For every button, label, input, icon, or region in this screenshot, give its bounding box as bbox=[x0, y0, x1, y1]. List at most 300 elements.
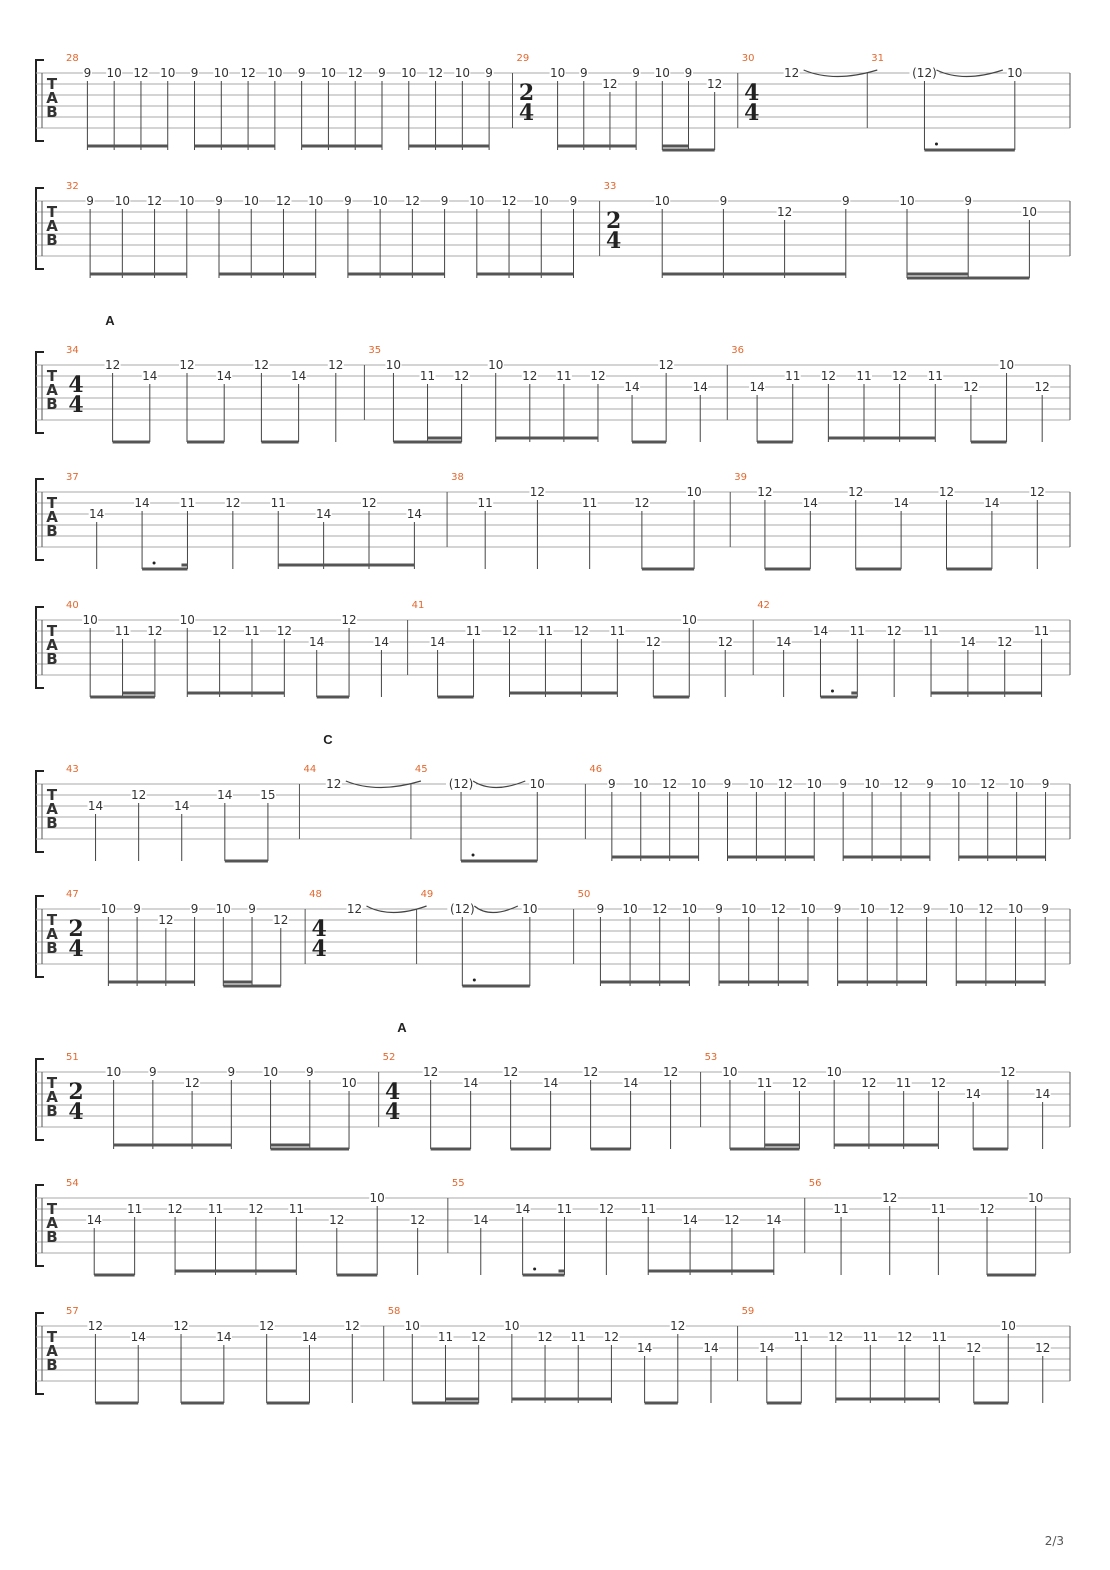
measure-number: 57 bbox=[66, 1306, 79, 1317]
time-signature-top: 4 bbox=[384, 1079, 401, 1105]
fret-number: 12 bbox=[248, 1202, 264, 1216]
fret-number: 9 bbox=[305, 1065, 314, 1079]
fret-number: 9 bbox=[1041, 902, 1049, 916]
fret-number: 12 bbox=[471, 1330, 487, 1344]
fret-number: 11 bbox=[465, 624, 482, 638]
fret-number: 10 bbox=[1000, 1319, 1016, 1333]
fret-number: 12 bbox=[724, 1213, 740, 1227]
fret-number: 12 bbox=[717, 635, 733, 649]
fret-number: 12 bbox=[409, 1213, 426, 1227]
measure-number: 32 bbox=[66, 181, 79, 192]
fret-number: 14 bbox=[462, 1076, 479, 1090]
measure bbox=[66, 889, 305, 986]
measure-number: 46 bbox=[589, 764, 603, 775]
tab-clef-letter: A bbox=[46, 800, 58, 818]
fret-number: 11 bbox=[927, 369, 943, 383]
fret-number: 10 bbox=[549, 66, 566, 80]
fret-number: 12 bbox=[757, 485, 773, 499]
measure-number: 39 bbox=[734, 472, 747, 483]
fret-number: 11 bbox=[114, 624, 131, 638]
fret-number: 12 bbox=[776, 205, 793, 219]
time-signature-bottom: 4 bbox=[744, 100, 760, 126]
fret-number: 12 bbox=[658, 358, 674, 372]
fret-number: 9 bbox=[378, 66, 386, 80]
fret-number: 9 bbox=[833, 902, 842, 916]
fret-number: 12 bbox=[427, 66, 444, 80]
time-signature-bottom: 4 bbox=[68, 936, 84, 962]
fret-number: 10 bbox=[100, 902, 117, 916]
fret-number: 12 bbox=[328, 358, 344, 372]
tab-system bbox=[36, 1020, 1070, 1149]
fret-number: 11 bbox=[270, 496, 286, 510]
fret-number: 12 bbox=[173, 1319, 189, 1333]
fret-number: 14 bbox=[960, 635, 976, 649]
fret-number: 9 bbox=[569, 194, 578, 208]
fret-number: 11 bbox=[537, 624, 554, 638]
fret-number: 12 bbox=[938, 485, 955, 499]
fret-number: 11 bbox=[1033, 624, 1050, 638]
fret-number: 10 bbox=[899, 194, 915, 208]
fret-number: 12 bbox=[1035, 1341, 1051, 1355]
fret-number: 12 bbox=[158, 913, 174, 927]
fret-number: 11 bbox=[556, 369, 572, 383]
fret-number: 12 bbox=[501, 194, 517, 208]
fret-number: 14 bbox=[622, 1076, 639, 1090]
fret-number: 11 bbox=[849, 624, 865, 638]
fret-number: 14 bbox=[542, 1076, 559, 1090]
fret-number: 12 bbox=[211, 624, 228, 638]
measure-number: 52 bbox=[382, 1052, 396, 1063]
measure bbox=[517, 53, 738, 150]
fret-number: 12 bbox=[404, 194, 421, 208]
fret-number: 10 bbox=[748, 777, 765, 791]
measure bbox=[578, 889, 1050, 986]
fret-number: 9 bbox=[86, 194, 94, 208]
fret-number: 11 bbox=[437, 1330, 454, 1344]
tab-clef-letter: B bbox=[46, 522, 58, 540]
time-signature-top: 4 bbox=[68, 372, 84, 398]
measure bbox=[757, 600, 1049, 697]
fret-number: 10 bbox=[948, 902, 964, 916]
measure bbox=[388, 1306, 738, 1403]
measure bbox=[734, 472, 1045, 569]
measure-number: 58 bbox=[387, 1306, 401, 1317]
fret-number: 9 bbox=[596, 902, 605, 916]
fret-number: 11 bbox=[757, 1076, 773, 1090]
tab-clef-letter: B bbox=[46, 231, 58, 249]
tab-clef-letter: A bbox=[46, 217, 58, 235]
fret-number: 14 bbox=[174, 799, 190, 813]
fret-number: 12 bbox=[886, 624, 902, 638]
fret-number: 11 bbox=[793, 1330, 809, 1344]
fret-number: 12 bbox=[777, 777, 793, 791]
time-signature-bottom: 4 bbox=[605, 228, 622, 254]
fret-number: 12 bbox=[344, 1319, 360, 1333]
measure bbox=[66, 1178, 448, 1275]
fret-number: 11 bbox=[419, 369, 436, 383]
measure bbox=[742, 1306, 1051, 1403]
fret-number: (12) bbox=[450, 902, 475, 916]
fret-number: 11 bbox=[609, 624, 625, 638]
fret-number: 10 bbox=[469, 194, 485, 208]
measure-number: 42 bbox=[757, 600, 770, 611]
fret-number: 12 bbox=[253, 358, 270, 372]
fret-number: 9 bbox=[719, 194, 728, 208]
measure bbox=[809, 1178, 1044, 1275]
measure-number: 33 bbox=[603, 181, 617, 192]
fret-number: 12 bbox=[602, 77, 618, 91]
tab-clef-letter: T bbox=[46, 367, 58, 385]
fret-number: 10 bbox=[106, 66, 122, 80]
fret-number: 12 bbox=[770, 902, 786, 916]
tab-clef-letter: T bbox=[46, 203, 58, 221]
tab-system bbox=[36, 181, 1070, 278]
fret-number: 12 bbox=[347, 66, 363, 80]
system-bracket bbox=[36, 607, 44, 688]
fret-number: 14 bbox=[142, 369, 158, 383]
fret-number: 12 bbox=[361, 496, 377, 510]
fret-number: 12 bbox=[645, 635, 661, 649]
fret-number: 10 bbox=[160, 66, 176, 80]
fret-number: 12 bbox=[598, 1202, 614, 1216]
fret-number: 12 bbox=[537, 1330, 553, 1344]
fret-number: 11 bbox=[244, 624, 260, 638]
fret-number: 14 bbox=[1034, 1087, 1051, 1101]
tab-system bbox=[36, 472, 1070, 569]
fret-number: 12 bbox=[582, 1065, 599, 1079]
fret-number: 12 bbox=[1000, 1065, 1016, 1079]
fret-number: 10 bbox=[404, 1319, 420, 1333]
fret-number: 10 bbox=[806, 777, 822, 791]
tab-clef-letter: B bbox=[46, 395, 58, 413]
fret-number: 11 bbox=[931, 1330, 947, 1344]
measure-number: 37 bbox=[66, 472, 79, 483]
tab-system bbox=[36, 600, 1070, 697]
fret-number: 10 bbox=[622, 902, 638, 916]
fret-number: 12 bbox=[707, 77, 723, 91]
fret-number: 12 bbox=[670, 1319, 686, 1333]
fret-number: 11 bbox=[179, 496, 196, 510]
fret-number: 10 bbox=[504, 1319, 520, 1333]
measure bbox=[589, 764, 1050, 861]
measure-number: 44 bbox=[303, 764, 317, 775]
fret-number: 11 bbox=[896, 1076, 912, 1090]
fret-number: 14 bbox=[473, 1213, 489, 1227]
fret-number: 12 bbox=[603, 1330, 620, 1344]
fret-number: 12 bbox=[978, 902, 994, 916]
fret-number: 10 bbox=[864, 777, 880, 791]
fret-number: 14 bbox=[893, 496, 909, 510]
measure-number: 49 bbox=[420, 889, 434, 900]
tab-clef-letter: T bbox=[46, 1074, 58, 1092]
fret-number: 14 bbox=[766, 1213, 782, 1227]
fret-number: 11 bbox=[923, 624, 939, 638]
fret-number: 14 bbox=[290, 369, 307, 383]
tab-clef-letter: A bbox=[46, 1342, 58, 1360]
tab-clef-letter: A bbox=[46, 89, 58, 107]
fret-number: 12 bbox=[346, 902, 363, 916]
system-bracket bbox=[36, 1059, 44, 1140]
fret-number: 12 bbox=[240, 66, 256, 80]
fret-number: 10 bbox=[654, 66, 670, 80]
system-bracket bbox=[36, 60, 44, 141]
fret-number: 10 bbox=[951, 777, 967, 791]
measure bbox=[66, 1306, 384, 1403]
fret-number: 9 bbox=[485, 66, 493, 80]
time-signature-bottom: 4 bbox=[384, 1099, 401, 1125]
fret-number: 12 bbox=[882, 1191, 898, 1205]
measure bbox=[66, 472, 447, 569]
fret-number: 9 bbox=[440, 194, 449, 208]
measure bbox=[412, 600, 754, 697]
fret-number: 10 bbox=[533, 194, 549, 208]
fret-number: 12 bbox=[130, 788, 147, 802]
fret-number: 14 bbox=[315, 507, 332, 521]
section-marker: A bbox=[397, 1020, 407, 1035]
system-bracket bbox=[36, 479, 44, 560]
measure bbox=[66, 53, 513, 150]
fret-number: 12 bbox=[259, 1319, 275, 1333]
fret-number: 10 bbox=[1007, 902, 1024, 916]
fret-number: 10 bbox=[320, 66, 337, 80]
fret-number: 11 bbox=[556, 1202, 573, 1216]
tab-clef-letter: T bbox=[46, 622, 58, 640]
fret-number: 12 bbox=[573, 624, 590, 638]
tab-clef-letter: T bbox=[46, 1200, 58, 1218]
fret-number: 9 bbox=[1041, 777, 1050, 791]
fret-number: 12 bbox=[1034, 380, 1050, 394]
system-bracket bbox=[36, 896, 44, 977]
tab-clef-letter: T bbox=[46, 1328, 58, 1346]
rhythm-dot bbox=[153, 562, 156, 565]
measure-number: 45 bbox=[414, 764, 428, 775]
fret-number: 12 bbox=[662, 1065, 679, 1079]
tab-clef-letter: A bbox=[46, 508, 58, 526]
tab-clef-letter: B bbox=[46, 103, 58, 121]
fret-number: 11 bbox=[288, 1202, 304, 1216]
fret-number: 12 bbox=[453, 369, 470, 383]
measure bbox=[705, 1052, 1051, 1149]
fret-number: 10 bbox=[1028, 1191, 1044, 1205]
tab-clef-letter: A bbox=[46, 1214, 58, 1232]
measure-number: 29 bbox=[516, 53, 530, 64]
fret-number: 12 bbox=[529, 485, 546, 499]
fret-number: 14 bbox=[130, 1330, 146, 1344]
time-signature-bottom: 4 bbox=[68, 1099, 84, 1125]
fret-number: 9 bbox=[344, 194, 352, 208]
page-number: 2/3 bbox=[1044, 1534, 1064, 1548]
measure bbox=[66, 181, 600, 278]
fret-number: 9 bbox=[964, 194, 973, 208]
tab-system bbox=[36, 732, 1070, 861]
measure bbox=[731, 345, 1050, 442]
fret-number: 12 bbox=[930, 1076, 947, 1090]
system-bracket bbox=[36, 771, 44, 852]
fret-number: 10 bbox=[654, 194, 670, 208]
tab-system bbox=[36, 1178, 1070, 1275]
fret-number: 14 bbox=[406, 507, 423, 521]
fret-number: 10 bbox=[369, 1191, 385, 1205]
measure bbox=[66, 600, 408, 697]
time-signature-top: 4 bbox=[744, 80, 760, 106]
fret-number: 9 bbox=[579, 66, 588, 80]
fret-number: 12 bbox=[662, 777, 678, 791]
measure-number: 55 bbox=[451, 1178, 465, 1189]
fret-number: 12 bbox=[861, 1076, 877, 1090]
fret-number: 11 bbox=[570, 1330, 586, 1344]
fret-number: 11 bbox=[785, 369, 801, 383]
fret-number: 14 bbox=[309, 635, 325, 649]
fret-number: 10 bbox=[681, 902, 698, 916]
rhythm-dot bbox=[831, 690, 834, 693]
fret-number: 10 bbox=[522, 902, 538, 916]
fret-number: 9 bbox=[608, 777, 616, 791]
measure-number: 54 bbox=[66, 1178, 79, 1189]
tab-clef-letter: B bbox=[46, 650, 58, 668]
fret-number: 9 bbox=[926, 777, 934, 791]
fret-number: 14 bbox=[87, 799, 104, 813]
fret-number: 12 bbox=[891, 369, 908, 383]
fret-number: 12 bbox=[820, 369, 837, 383]
fret-number: 12 bbox=[329, 1213, 345, 1227]
fret-number: 12 bbox=[502, 1065, 519, 1079]
tab-system bbox=[36, 1306, 1070, 1403]
fret-number: 9 bbox=[632, 66, 640, 80]
fret-number: 12 bbox=[87, 1319, 104, 1333]
tab-clef-letter: B bbox=[46, 1102, 58, 1120]
tab-clef-letter: A bbox=[46, 381, 58, 399]
fret-number: 10 bbox=[686, 485, 702, 499]
fret-number: 10 bbox=[800, 902, 816, 916]
fret-number: 10 bbox=[529, 777, 545, 791]
fret-number: 9 bbox=[839, 777, 847, 791]
measure-number: 48 bbox=[309, 889, 322, 900]
fret-number: 10 bbox=[401, 66, 417, 80]
fret-number: 10 bbox=[826, 1065, 842, 1079]
fret-number: 12 bbox=[146, 194, 163, 208]
fret-number: 11 bbox=[833, 1202, 849, 1216]
fret-number: 12 bbox=[889, 902, 905, 916]
fret-number: 11 bbox=[582, 496, 598, 510]
fret-number: 14 bbox=[514, 1202, 531, 1216]
fret-number: 12 bbox=[341, 613, 357, 627]
fret-number: 10 bbox=[1008, 777, 1025, 791]
fret-number: 14 bbox=[301, 1330, 318, 1344]
fret-number: 10 bbox=[722, 1065, 738, 1079]
fret-number: 10 bbox=[633, 777, 649, 791]
fret-number: 10 bbox=[82, 613, 98, 627]
fret-number: 12 bbox=[179, 358, 195, 372]
fret-number: 12 bbox=[963, 380, 979, 394]
fret-number: 10 bbox=[1007, 66, 1023, 80]
measure-number: 51 bbox=[66, 1052, 79, 1063]
fret-number: 12 bbox=[133, 66, 149, 80]
fret-number: 10 bbox=[215, 902, 231, 916]
fret-number: 12 bbox=[326, 777, 342, 791]
fret-number: 10 bbox=[341, 1076, 357, 1090]
fret-number: 11 bbox=[856, 369, 872, 383]
fret-number: 12 bbox=[897, 1330, 913, 1344]
tab-system bbox=[36, 313, 1070, 442]
fret-number: 12 bbox=[590, 369, 606, 383]
fret-number: 12 bbox=[167, 1202, 183, 1216]
tab-clef-letter: A bbox=[46, 1088, 58, 1106]
fret-number: 9 bbox=[83, 66, 92, 80]
fret-number: 11 bbox=[640, 1202, 656, 1216]
fret-number: 10 bbox=[179, 613, 195, 627]
fret-number: 12 bbox=[501, 624, 518, 638]
measure-number: 30 bbox=[741, 53, 755, 64]
fret-number: 12 bbox=[634, 496, 650, 510]
measure bbox=[368, 345, 727, 442]
fret-number: 14 bbox=[429, 635, 446, 649]
time-signature-bottom: 4 bbox=[68, 392, 84, 418]
measure-number: 35 bbox=[368, 345, 382, 356]
tab-clef-letter: B bbox=[46, 1228, 58, 1246]
fret-number: 12 bbox=[147, 624, 163, 638]
measure-number: 50 bbox=[577, 889, 591, 900]
measure-number: 59 bbox=[741, 1306, 755, 1317]
fret-number: 14 bbox=[703, 1341, 719, 1355]
fret-number: 10 bbox=[385, 358, 402, 372]
fret-number: 10 bbox=[213, 66, 229, 80]
measure bbox=[421, 889, 574, 986]
fret-number: 11 bbox=[930, 1202, 947, 1216]
fret-number: 11 bbox=[126, 1202, 143, 1216]
fret-number: 14 bbox=[216, 369, 232, 383]
tab-clef-letter: A bbox=[46, 636, 58, 654]
measure bbox=[451, 472, 730, 569]
fret-number: 12 bbox=[828, 1330, 844, 1344]
tab-clef-letter: T bbox=[46, 786, 58, 804]
fret-number: 10 bbox=[105, 1065, 122, 1079]
measure bbox=[66, 1052, 379, 1149]
measure-number: 47 bbox=[66, 889, 79, 900]
rhythm-dot bbox=[472, 854, 475, 857]
time-signature-top: 4 bbox=[311, 916, 327, 942]
fret-number: 12 bbox=[273, 913, 289, 927]
rhythm-dot bbox=[533, 1268, 536, 1271]
measure bbox=[871, 53, 1023, 150]
fret-number: 12 bbox=[979, 1202, 995, 1216]
measure bbox=[452, 1178, 805, 1275]
fret-number: 10 bbox=[1021, 205, 1038, 219]
fret-number: 15 bbox=[260, 788, 276, 802]
fret-number: 11 bbox=[477, 496, 493, 510]
tab-clef-letter: T bbox=[46, 75, 58, 93]
fret-number: 12 bbox=[980, 777, 996, 791]
fret-number: 12 bbox=[791, 1076, 808, 1090]
fret-number: 12 bbox=[225, 496, 241, 510]
measure-number: 40 bbox=[66, 600, 79, 611]
fret-number: 9 bbox=[149, 1065, 157, 1079]
fret-number: 12 bbox=[184, 1076, 200, 1090]
tab-clef-letter: T bbox=[46, 911, 58, 929]
fret-number: 12 bbox=[104, 358, 121, 372]
fret-number: 9 bbox=[133, 902, 141, 916]
fret-number: 14 bbox=[802, 496, 818, 510]
tab-clef-letter: B bbox=[46, 814, 58, 832]
fret-number: 10 bbox=[179, 194, 195, 208]
fret-number: 14 bbox=[984, 496, 1000, 510]
fret-number: 12 bbox=[275, 194, 292, 208]
time-signature-bottom: 4 bbox=[518, 100, 535, 126]
fret-number: 10 bbox=[681, 613, 697, 627]
fret-number: (12) bbox=[912, 66, 937, 80]
fret-number: 10 bbox=[488, 358, 504, 372]
fret-number: (12) bbox=[448, 777, 474, 791]
tab-clef-letter: B bbox=[46, 939, 58, 957]
